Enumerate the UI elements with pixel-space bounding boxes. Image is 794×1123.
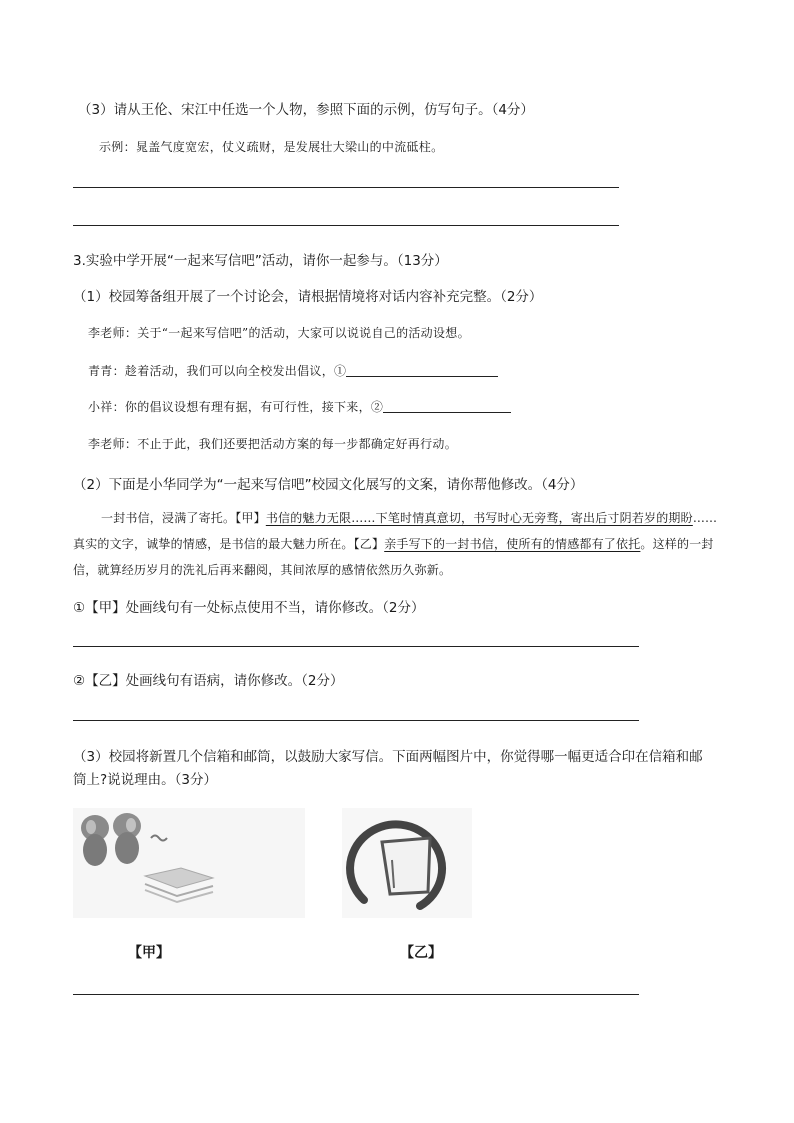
sub-question-1-prompt: （1）校园筹备组开展了一个讨论会，请根据情境将对话内容补充完整。（2分） (73, 289, 543, 305)
blank-marker: ① (334, 364, 347, 378)
dialogue-line (88, 362, 498, 379)
fill-blank[interactable] (383, 400, 511, 413)
answer-line (73, 187, 619, 188)
passage-text: 。这样的一封信，就算经历岁月的洗礼后再来翻阅，其间浓厚的感情依然历久弥新。 (73, 537, 714, 577)
figure-pair-letter-icon (73, 808, 305, 918)
passage (73, 505, 725, 583)
example-sentence: 示例：晁盖气度宽宏，仗义疏财，是发展壮大梁山的中流砥柱。 (99, 140, 444, 154)
dialogue-line: 李老师：关于“一起来写信吧”的活动，大家可以说说自己的活动设想。 (88, 326, 470, 340)
caption-jia: 【甲】 (128, 945, 170, 961)
caption-yi: 【乙】 (400, 945, 442, 961)
sub-question-3-prompt-line2: 筒上?说说理由。（3分） (73, 772, 218, 788)
answer-line (73, 646, 639, 647)
image-yi (342, 808, 472, 918)
item-1-prompt: ①【甲】处画线句有一处标点使用不当，请你修改。（2分） (73, 600, 425, 616)
dialogue-line: 李老师：不止于此，我们还要把活动方案的每一步都确定好再行动。 (88, 437, 458, 451)
image-jia (73, 808, 305, 918)
underlined-sentence-jia: 书信的魅力无限……下笔时情真意切，书写时心无旁骛，寄出后寸阴若岁的期盼 (265, 511, 693, 525)
question-3-prompt: （3）请从王伦、宋江中任选一个人物，参照下面的示例，仿写句子。（4分） (78, 102, 534, 118)
sub-question-2-prompt: （2）下面是小华同学为“一起来写信吧”校园文化展写的文案，请你帮他修改。（4分） (73, 477, 584, 493)
dialogue-text: 小祥：你的倡议设想有理有据，有可行性，接下来， (88, 400, 371, 414)
circle-envelope-icon (342, 808, 472, 918)
passage-text: ……真实的文字，诚挚的情感，是书信的最大魅力所在。【乙】 (73, 511, 718, 551)
answer-line (73, 994, 639, 995)
answer-line (73, 720, 639, 721)
passage-text: 一封书信，浸满了寄托。【甲】 (101, 511, 266, 525)
underlined-sentence-yi: 亲手写下的一封书信，使所有的情感都有了依托 (384, 537, 641, 551)
dialogue-text: 青青：趁着活动，我们可以向全校发出倡议， (88, 364, 335, 378)
blank-marker: ② (370, 400, 384, 414)
answer-line (73, 225, 619, 226)
fill-blank[interactable] (346, 364, 498, 377)
sub-question-3-prompt-line1: （3）校园将新置几个信箱和邮筒，以鼓励大家写信。下面两幅图片中，你觉得哪一幅更适合印在信箱和邮 (73, 749, 703, 765)
dialogue-line (88, 398, 511, 415)
item-2-prompt: ②【乙】处画线句有语病，请你修改。（2分） (73, 673, 344, 689)
question-title: 3.实验中学开展“一起来写信吧”活动，请你一起参与。（13分） (73, 253, 448, 269)
